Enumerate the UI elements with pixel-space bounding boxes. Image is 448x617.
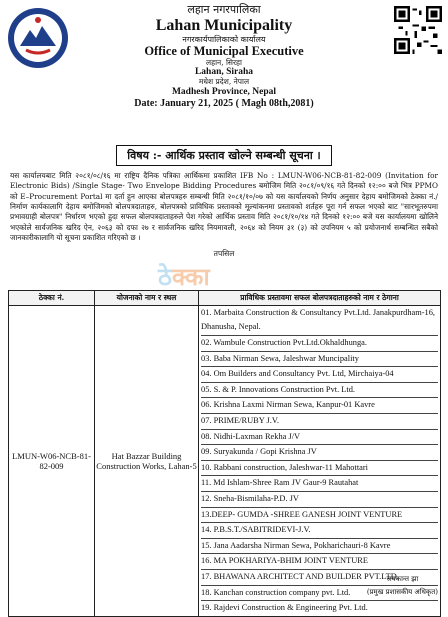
header-bidders: प्राविधिक प्रस्तावमा सफल बोलपत्रदाताहरुको नाम र ठेगाना xyxy=(199,291,441,306)
watermark-logo xyxy=(158,260,210,293)
list-item: 17. BHAWANA ARCHITECT AND BUILDER PVT.LTD. xyxy=(201,570,438,586)
notice-body: यस कार्यालयबाट मिति २०८१/०८/१६ मा राष्ट्रिय दैनिक पत्रिका आर्थिकमा प्रकाशित IFB No : LMUN-W06-NCB-81-82-009 (Invitation for Electronic Bids) /Single Stage- Two Envelope Bidding Procedures बमोजिम मिति २०८१/०९/१६ गते दिनको १२:०० बजे भित्र PPMO को E–Procurement Portal मा दर्ता हुन आएका बोलपत्रहरु सम्बन्धी मिति २०८१/१०/०७ को यस कार्यालयको निर्णय अनुसार देहाय बमोजिमको ठेक्का नं./निर्माण कार्यकालागि देहाय बमोजिमको बोलपत्रदाताहरु, बोलपत्रको प्राविधिक प्रस्तावको मूल्यांकनमा प्रस्तावको शर्तहरु पूरा गर्न सफल भएको बाट "सारभूतरुपमा प्रभावग्राही बोलपत्र" निर्धारण भएको हुदा सफल बोलपत्रदाताहरुले पेश गरेको आर्थिक प्रस्ताव मिति २०८१/१०/१४ गते दिनको १२:०० बजे यस कार्यालयमा खोलिने भएकोले सार्वजनिक खरिद ऐन, २०६३ को दफा २७ र सार्वजनिक खरिद नियमावली, २०६४ को नियम ३१ (३) को उपनियम ५ को प्रयोजनार्थ सम्बन्धित सबैको जानकारीकालागि यो सूचना प्रकाशित गरिएको छ । xyxy=(10,171,438,243)
office-name-np: नगरकार्यपालिकाको कार्यालय xyxy=(182,35,266,45)
signatory-title: (प्रमुख प्रशासकीय अधिकृत) xyxy=(366,588,438,596)
list-item: 01. Marbaita Construction & Consultancy Pvt.Ltd. Janakpurdham-16, Dhanusha, Nepal. xyxy=(201,306,438,336)
list-item: 03. Baba Nirman Sewa, Jaleshwar Muncipality xyxy=(201,352,438,368)
list-item: 10. Rabbani construction, Jaleshwar-11 Mahottari xyxy=(201,461,438,477)
municipality-name-np: लहान नगरपालिका xyxy=(187,3,261,16)
municipality-name-en: Lahan Municipality xyxy=(155,16,293,34)
bidder-list xyxy=(201,306,438,616)
table-row xyxy=(9,306,441,617)
list-item: 11. Md Ishlam-Shree Ram JV Gaur-9 Rautahat xyxy=(201,476,438,492)
header xyxy=(0,0,448,142)
bidders-table xyxy=(8,290,441,617)
header-contract-no: ठेक्का नं. xyxy=(9,291,95,306)
table-header-row xyxy=(9,291,441,306)
signatory-name: जयकान्त झा xyxy=(386,575,419,583)
notice-date: Date: January 21, 2025 ( Magh 08th,2081) xyxy=(134,97,314,109)
list-item: 15. Jana Aadarsha Nirman Sewa, Pokharichauri-8 Kavre xyxy=(201,539,438,555)
list-item: 18. Kanchan construction company pvt. Ltd. xyxy=(201,586,438,602)
list-item: 04. Om Builders and Consultancy Pvt. Ltd, Mirchaiya-04 xyxy=(201,367,438,383)
list-item: 06. Krishna Laxmi Nirman Sewa, Kanpur-01 Kavre xyxy=(201,398,438,414)
subject-container xyxy=(0,144,448,166)
address-en: Lahan, Siraha xyxy=(194,67,254,78)
project-name: Hat Bazzar Building Construction Works, Lahan-5 xyxy=(95,306,199,617)
watermark-part-1: ठे xyxy=(158,263,172,291)
office-name-en: Office of Municipal Executive xyxy=(144,44,304,59)
bidders-cell xyxy=(199,306,441,617)
list-item: 07. PRIME/RUBY J.V. xyxy=(201,414,438,430)
list-item: 12. Sneha-Bismilaha-P.D. JV xyxy=(201,492,438,508)
list-item: 09. Suryakunda / Gopi Krishna JV xyxy=(201,445,438,461)
province-en: Madhesh Province, Nepal xyxy=(171,86,277,97)
list-item: 14. P.B.S.T./SABITRIDEVI-J.V. xyxy=(201,523,438,539)
list-item: 13.DEEP- GUMDA -SHREE GANESH JOINT VENTURE xyxy=(201,508,438,524)
province-np: मधेश प्रदेश, नेपाल xyxy=(198,77,250,87)
qr-code-icon xyxy=(394,6,442,54)
header-text xyxy=(60,0,388,109)
header-project: योजनाको नाम र स्थल xyxy=(95,291,199,306)
tapasil-label: तपसिल xyxy=(213,248,235,258)
subject-title: विषय :- आर्थिक प्रस्ताव खोल्ने सम्बन्धी सूचना । xyxy=(116,145,331,166)
list-item: 16. MA POKHARIYA-BHIM JOINT VENTURE xyxy=(201,554,438,570)
address-np: लहान, सिरहा xyxy=(206,57,242,67)
contract-number: LMUN-W06-NCB-81-82-009 xyxy=(9,306,95,617)
signature-block xyxy=(367,575,438,597)
list-item: 02. Wambule Construction Pvt.Ltd.Okhaldhunga. xyxy=(201,336,438,352)
list-item: 08. Nidhi-Laxman Rekha J/V xyxy=(201,430,438,446)
list-item: 19. Rajdevi Construction & Engineering Pvt. Ltd. xyxy=(201,603,368,613)
watermark-part-2: क्का xyxy=(171,263,210,291)
list-item: 05. S. & P. Innovations Construction Pvt. Ltd. xyxy=(201,383,438,399)
